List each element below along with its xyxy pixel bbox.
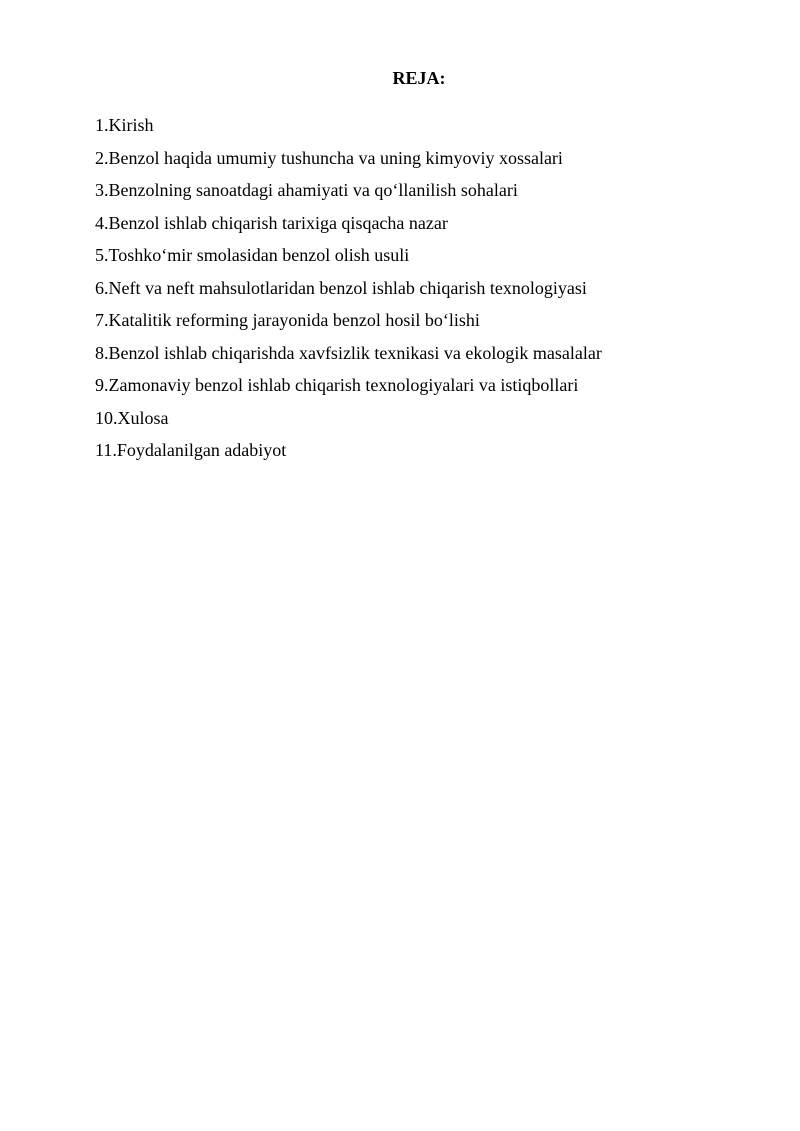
plan-list — [95, 109, 735, 467]
plan-item: 1.Kirish — [95, 115, 154, 135]
plan-item: 3.Benzolning sanoatdagi ahamiyati va qo‘llanilish sohalari — [95, 180, 518, 200]
plan-item: 10.Xulosa — [95, 407, 169, 428]
plan-item: 7.Katalitik reforming jarayonida benzol hosil bo‘lishi — [95, 310, 480, 330]
plan-item: 8.Benzol ishlab chiqarishda xavfsizlik texnikasi va ekologik masalalar — [95, 342, 602, 363]
plan-item: 2.Benzol haqida umumiy tushuncha va uning kimyoviy xossalari — [95, 147, 563, 168]
plan-item: 6.Neft va neft mahsulotlaridan benzol ishlab chiqarish texnologiyasi — [95, 277, 587, 298]
page-title: REJA: — [392, 68, 446, 88]
plan-item: 11.Foydalanilgan adabiyot — [95, 440, 287, 460]
plan-item: 9.Zamonaviy benzol ishlab chiqarish texnologiyalari va istiqbollari — [95, 375, 579, 395]
plan-item: 4.Benzol ishlab chiqarish tarixiga qisqacha nazar — [95, 212, 448, 233]
plan-item: 5.Toshko‘mir smolasidan benzol olish usuli — [95, 245, 410, 265]
